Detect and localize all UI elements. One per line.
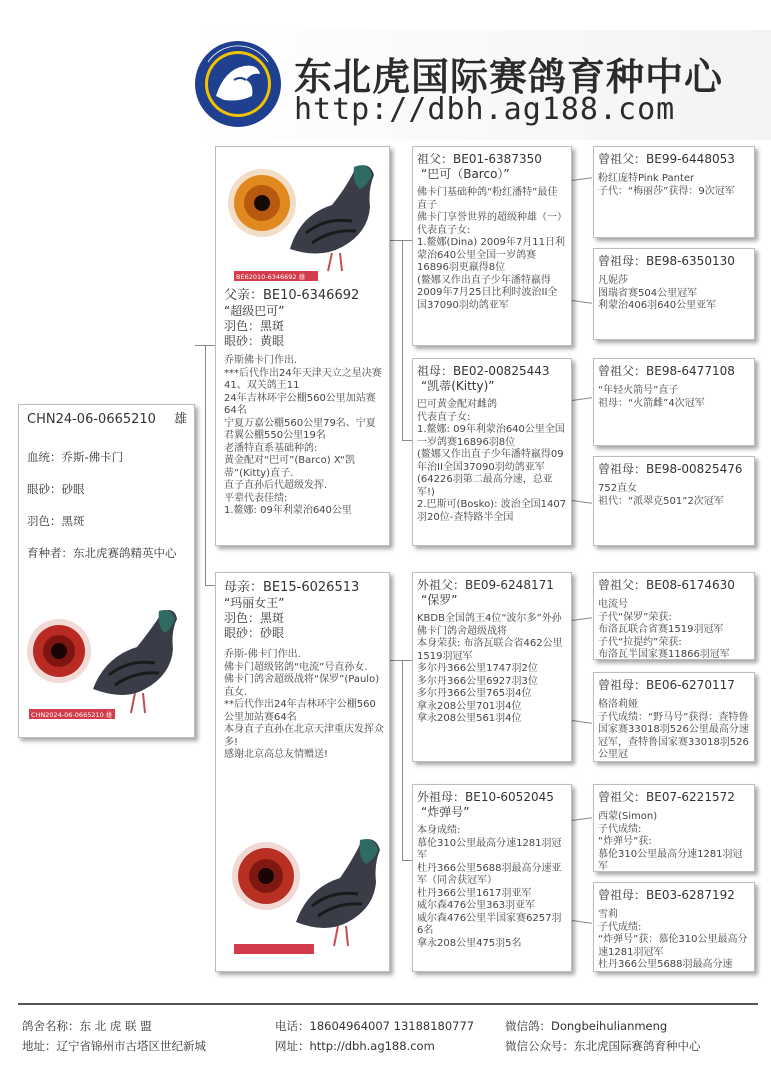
ggp-notes: 雪莉 子代成绩: “炸弹号”获：慕伦310公里最高分速1281羽冠军 杜丹366公里5688羽最高分速: [598, 909, 748, 970]
logo: [194, 40, 282, 128]
great-grandparent-card: [593, 572, 755, 660]
subject-sex: 雄: [174, 412, 188, 427]
connector-line: [572, 177, 592, 181]
site-title: 东北虎国际赛鸽育种中心: [294, 55, 724, 99]
mother-ring: 母亲：BE15-6026513: [224, 580, 360, 595]
ggp-ring: 曾祖母：BE03-6287192: [598, 888, 735, 902]
maternal-grandmother-photo-area: [228, 830, 388, 960]
connector-line: [205, 345, 215, 346]
maternal-grandmother-card: [412, 784, 572, 972]
ggp-notes: 凡妮莎 图瑞省赛504公里冠军 利蒙治406羽640公里亚军: [598, 275, 717, 311]
subject-eye: 眼砂：砂眼: [27, 482, 85, 496]
pm-ring: 祖母：BE02-00825443: [417, 364, 550, 378]
ggp-ring: 曾祖父：BE08-6174630: [598, 578, 735, 592]
pf-name: “巴可（Barco）”: [421, 167, 510, 181]
father-ring: 父亲：BE10-6346692: [224, 288, 360, 303]
father-eye: 眼砂：黄眼: [224, 334, 285, 348]
great-grandparent-card: [593, 456, 755, 546]
father-name: “超级巴可”: [224, 304, 285, 318]
father-card: [215, 146, 390, 546]
mm-ring: 外祖母：BE10-6052045: [417, 790, 554, 804]
connector-line: [572, 617, 592, 621]
connector-line: [572, 397, 592, 401]
paternal-grandmother-card: [412, 358, 572, 546]
pm-name: “凯蒂(Kitty)”: [421, 379, 495, 393]
maternal-grandfather-card: [412, 572, 572, 762]
pf-notes: 佛卡门基础种鸽“粉红潘特”最佳直子 佛卡门享誉世界的超级种雄（一）代表直子女: 1.鳌娜(Dina) 2009年7月11日利蒙治640公里全国一岁鸽赛16896羽更羸得8位 (鳌娜又作出直子少年潘特羸得2009年7月25日比利时波治II全国37090羽幼鸽亚军: [417, 187, 567, 311]
footer-wechat: 微信鸽：Dongbeihulianmeng: [505, 1019, 668, 1033]
footer-website[interactable]: 网址：http://dbh.ag188.com: [275, 1039, 435, 1053]
ggp-notes: “年轻火箭号”直子 祖母：“火箭雌”4次冠军: [598, 385, 705, 409]
connector-line: [402, 240, 403, 440]
great-grandparent-card: [593, 784, 755, 872]
subject-photo-caption: CHN2024-06-0665210 雄: [31, 711, 113, 719]
footer-address: 地址：辽宁省锦州市古塔区世纪新城: [22, 1039, 206, 1053]
connector-line: [402, 860, 412, 861]
mother-eye: 眼砂：砂眼: [224, 626, 285, 640]
paternal-grandfather-card: [412, 146, 572, 346]
site-url[interactable]: http://dbh.ag188.com: [294, 92, 676, 127]
connector-line: [195, 345, 205, 346]
footer: [0, 1018, 771, 1058]
connector-line: [402, 240, 412, 241]
mf-notes: KBDB全国鸽王4位“波尔多”外孙 佛卡门鸽舍超级战将 本身荣获: 布洛瓦联合省462公里1519羽冠军 多尔丹366公里1747羽2位 多尔丹366公里6927羽3位 多尔丹366公里765羽4位 拿永208公里701羽4位 拿永208公里561羽4位: [417, 613, 563, 724]
connector-line: [572, 920, 592, 924]
great-grandparent-card: [593, 358, 755, 446]
connector-line: [402, 660, 412, 661]
connector-line: [205, 345, 206, 585]
ggp-notes: 西蒙(Simon) 子代成绩: “炸弹号”获: 慕伦310公里最高分速1281羽冠军: [598, 811, 743, 872]
great-grandparent-card: [593, 248, 755, 340]
footer-divider: [18, 1003, 758, 1005]
connector-line: [390, 660, 402, 661]
mm-notes: 本身成绩: 慕伦310公里最高分速1281羽冠军 杜丹366公里5688羽最高分速亚军（同舍获冠军） 杜丹366公里1617羽亚军 威尔森476公里363羽亚军 威尔森476公里半国家赛6257羽6名 拿永208公里475羽5名: [417, 825, 562, 949]
ggp-notes: 电流号 子代“保罗”荣获: 布洛瓦联合省赛1519羽冠军 子代“拉提约”荣获: 布洛瓦半国家赛11866羽冠军: [598, 599, 730, 660]
great-grandparent-card: [593, 882, 755, 972]
father-photo-caption: BE62010-6346692 雄: [236, 273, 306, 281]
ggp-notes: 752直女 祖代：“派翠克501”2次冠军: [598, 483, 724, 507]
ggp-notes: 格洛莉娅 子代成绩：“野马号”获得：查特鲁国家赛33018羽526公里最高分速冠军，查特鲁国家赛33018羽526公里冠: [598, 699, 749, 760]
mf-name: “保罗”: [421, 593, 458, 607]
subject-breeder: 育种者：东北虎赛鸽精英中心: [27, 546, 177, 560]
header: [190, 30, 771, 140]
great-grandparent-card: [593, 672, 755, 762]
father-notes: 乔斯佛卡门作出. ***后代作出24年天津天立之星决赛41、双关鸽王11 24年吉林环宇公棚560公里加站赛64名 宁夏万嘉公棚560公里79名、宁夏君翼公棚550公里19名 老潘特直系基础种鸽: 黄金配对“巴可”(Barco) X“凯蒂”(Kitty)直子. 直子直孙后代超级发挥. 平辈代表佳绩: 1.鳌娜: 09年利蒙治640公里: [224, 355, 382, 516]
mother-name: “玛丽女王”: [224, 596, 285, 610]
connector-line: [572, 500, 592, 504]
pf-ring: 祖父：BE01-6387350: [417, 152, 542, 166]
connector-line: [402, 440, 412, 441]
footer-club: 鸽舍名称：东 北 虎 联 盟: [22, 1019, 152, 1033]
subject-photo: [25, 597, 189, 727]
father-color: 羽色：黑斑: [224, 319, 285, 333]
father-photo: [224, 153, 384, 285]
pm-notes: 巴可黄金配对雌鸽 代表直子女: 1.鳌娜: 09年利蒙治640公里全国一岁鸽赛16896羽8位 (鳌娜又作出直子少年潘特羸得09年治II全国37090羽幼鸽亚军(64226羽第二最高分速，总亚军!) 2.巴斯可(Bosko): 波治全国1407羽20位-查特路半全国: [417, 399, 567, 523]
tiger-logo-icon: [194, 40, 282, 128]
subject-bloodline: 血统：乔斯-佛卡门: [27, 450, 124, 464]
mm-name: “炸弹号”: [421, 805, 470, 819]
connector-line: [205, 585, 215, 586]
ggp-ring: 曾祖母：BE98-00825476: [598, 462, 743, 476]
footer-phone: 电话：18604964007 13188180777: [275, 1019, 475, 1033]
connector-line: [572, 300, 592, 304]
subject-ring: CHN24-06-0665210: [27, 412, 156, 427]
mother-notes: 乔斯-佛卡门作出. 佛卡门超级铭鸽“电流”号直孙女. 佛卡门鸽舍超级战将“保罗”(Paulo)直女. **后代作出24年吉林环宇公棚560公里加站赛64名 本身直子直孙在北京天津重庆发挥众多! 感谢北京高总友情赠送!: [224, 649, 384, 760]
ggp-notes: 粉红庞特Pink Panter 子代：“梅丽莎”获得：9次冠军: [598, 173, 735, 197]
mf-ring: 外祖父：BE09-6248171: [417, 578, 554, 592]
subject-card: [18, 404, 195, 738]
connector-line: [402, 660, 403, 860]
connector-line: [572, 720, 592, 724]
connector-line: [572, 817, 592, 821]
ggp-ring: 曾祖父：BE99-6448053: [598, 152, 735, 166]
ggp-ring: 曾祖父：BE07-6221572: [598, 790, 735, 804]
connector-line: [390, 240, 402, 241]
ggp-ring: 曾祖母：BE06-6270117: [598, 678, 735, 692]
subject-color: 羽色：黑斑: [27, 514, 85, 528]
ggp-ring: 曾祖母：BE98-6350130: [598, 254, 735, 268]
great-grandparent-card: [593, 146, 755, 238]
mother-color: 羽色：黑斑: [224, 611, 285, 625]
ggp-ring: 曾祖父：BE98-6477108: [598, 364, 735, 378]
footer-public-account: 微信公众号：东北虎国际赛鸽育种中心: [505, 1039, 701, 1053]
